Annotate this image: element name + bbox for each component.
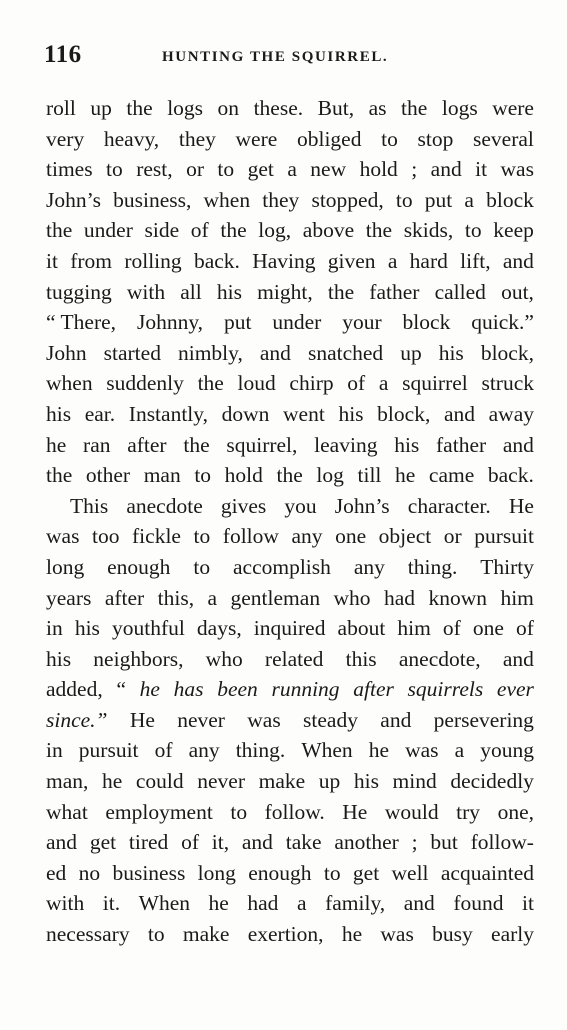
word: side [144, 218, 180, 243]
text-line [46, 705, 534, 736]
word: hold [359, 157, 398, 182]
word: what [46, 799, 88, 824]
word: to [230, 799, 248, 824]
word: a [287, 157, 297, 182]
text-line [46, 521, 534, 552]
word: his [338, 401, 364, 426]
word: ; [411, 157, 418, 182]
word: logs [441, 96, 478, 120]
word: up [400, 340, 422, 365]
word: and [403, 891, 435, 916]
word: snatched [307, 340, 384, 365]
word: the [220, 218, 247, 243]
word: was [380, 922, 414, 947]
word: known [428, 585, 487, 610]
word: struck [481, 371, 534, 396]
word: of [347, 371, 366, 396]
word: related [264, 646, 324, 671]
word: suddenly [106, 371, 184, 396]
text-line [46, 552, 534, 583]
word: follow [222, 524, 279, 549]
page-header [44, 40, 534, 70]
word: they [262, 187, 300, 212]
word: block [486, 187, 534, 212]
word: and [46, 830, 78, 855]
word: up [318, 769, 341, 794]
word: keep [493, 218, 534, 243]
word: with [46, 891, 85, 916]
word: started [103, 340, 161, 365]
word: anecdote, [398, 646, 481, 671]
word: your [342, 310, 382, 335]
word: his [438, 340, 464, 365]
word: to [381, 126, 398, 151]
word: John’s [46, 187, 101, 212]
word: was [46, 524, 80, 549]
word: under [83, 218, 133, 243]
word: to [323, 860, 341, 885]
word: he [102, 769, 123, 794]
word: very [46, 126, 85, 151]
word: it [46, 248, 58, 273]
word: was [500, 157, 534, 182]
word: He [342, 799, 368, 824]
word: block, [480, 340, 534, 365]
word: ran [83, 432, 111, 457]
word: well [391, 860, 429, 885]
word: stopped, [311, 187, 384, 212]
text-line [46, 277, 534, 308]
word: any [188, 738, 220, 763]
word: stop [417, 126, 454, 151]
word: enough [107, 554, 171, 579]
page-number: 116 [44, 41, 82, 68]
word: running [271, 677, 340, 702]
word: ; [411, 830, 418, 855]
word: out, [501, 279, 534, 304]
word: and [259, 340, 291, 365]
text-line [46, 399, 534, 430]
word: and [430, 157, 462, 182]
word: him [397, 616, 431, 641]
word: thing. [235, 738, 286, 763]
word: gentleman [230, 585, 321, 610]
word: object [378, 524, 432, 549]
word: quick.” [471, 310, 534, 335]
word: persevering [433, 707, 534, 732]
word: ever [496, 677, 534, 702]
text-line [46, 307, 534, 338]
word: his [353, 769, 379, 794]
word: he [46, 432, 67, 457]
word: hold [224, 463, 263, 488]
word: acquainted [440, 860, 534, 885]
word: were [492, 96, 534, 120]
word: father [369, 279, 420, 304]
word: gives [220, 493, 267, 518]
word: squirrel [402, 371, 468, 396]
word: in [46, 616, 63, 641]
word: take [285, 830, 322, 855]
word: Instantly, [128, 401, 208, 426]
word: of [442, 616, 461, 641]
word: a [207, 585, 218, 610]
word: the [183, 432, 210, 457]
word: all [180, 279, 202, 304]
word: other [85, 463, 131, 488]
word: down [221, 401, 270, 426]
text-line [46, 674, 534, 705]
word: he [208, 891, 229, 916]
word: it [522, 891, 534, 916]
word: no [78, 860, 101, 885]
word: had [383, 585, 416, 610]
word: the [126, 96, 153, 120]
word: to [217, 157, 235, 182]
word: one, [497, 799, 534, 824]
word: from [70, 248, 113, 273]
word: back. [193, 248, 240, 273]
word: fickle [132, 524, 181, 549]
word: neighbors, [93, 646, 184, 671]
word: you [284, 493, 317, 518]
word: enough [248, 860, 312, 885]
word: of [516, 616, 534, 641]
text-line [46, 368, 534, 399]
word: had [247, 891, 279, 916]
word: and [502, 432, 534, 457]
word: up [90, 96, 112, 120]
word: or [443, 524, 462, 549]
word: follow. [264, 799, 325, 824]
word: this, [157, 585, 195, 610]
word: were [235, 126, 278, 151]
word: on [217, 96, 240, 120]
word: to [147, 922, 165, 947]
word: John’s [334, 493, 390, 518]
word: early [491, 922, 534, 947]
word: leaving [314, 432, 378, 457]
word: him [500, 585, 534, 610]
word: anecdote [126, 493, 203, 518]
word: with [126, 279, 166, 304]
word: to [464, 218, 482, 243]
word: a [454, 738, 465, 763]
word: log [316, 463, 344, 488]
word: tugging [46, 279, 112, 304]
word: days, [196, 616, 242, 641]
word: after [353, 677, 394, 702]
text-line [46, 124, 534, 155]
word: get [352, 860, 380, 885]
word: it, [211, 830, 230, 855]
word: father [436, 432, 487, 457]
word: new [310, 157, 347, 182]
text-line [46, 583, 534, 614]
word: it [475, 157, 488, 182]
word: Having [252, 248, 316, 273]
text-line [46, 797, 534, 828]
text-line [46, 613, 534, 644]
text-line [46, 185, 534, 216]
word: and [502, 248, 534, 273]
word: character. [407, 493, 491, 518]
word: squirrel, [226, 432, 298, 457]
word: put [223, 310, 252, 335]
word: times [46, 157, 93, 182]
text-line [46, 827, 534, 858]
text-line [46, 644, 534, 675]
word: accomplish [232, 554, 331, 579]
word: block, [377, 401, 431, 426]
word: necessary [46, 922, 130, 947]
word: back. [487, 463, 534, 488]
running-head: HUNTING THE SQUIRREL. [162, 49, 389, 65]
word: follow- [470, 830, 534, 855]
word: lift, [460, 248, 491, 273]
word: man [143, 463, 181, 488]
word: one [472, 616, 504, 641]
word: get [89, 830, 117, 855]
word: of [181, 830, 199, 855]
body-text [46, 93, 534, 950]
word: roll [46, 96, 76, 120]
word: He [129, 707, 155, 732]
word: He [508, 493, 534, 518]
word: another [334, 830, 399, 855]
word: heavy, [103, 126, 160, 151]
word: youthful [111, 616, 185, 641]
word: ear. [84, 401, 116, 426]
word: to [194, 463, 212, 488]
word: make [258, 769, 306, 794]
word: or [186, 157, 204, 182]
word: never [197, 769, 246, 794]
word: too [91, 524, 120, 549]
word: make [182, 922, 230, 947]
word: after [104, 585, 145, 610]
word: get [247, 157, 274, 182]
word: the [46, 463, 73, 488]
word: long [46, 554, 85, 579]
word: block [402, 310, 451, 335]
word: never [177, 707, 225, 732]
word: This [70, 493, 109, 518]
word: his [46, 646, 72, 671]
word: try [456, 799, 481, 824]
word: When [138, 891, 190, 916]
word: But, [317, 96, 355, 120]
word: his [216, 279, 242, 304]
word: of [190, 218, 209, 243]
word: When [301, 738, 353, 763]
word: in [46, 738, 63, 763]
text-line [46, 766, 534, 797]
text-line [46, 735, 534, 766]
word: logs [167, 96, 204, 120]
text-line [46, 919, 534, 950]
word: since.” [46, 707, 108, 732]
word: put [424, 187, 453, 212]
word: the [46, 218, 73, 243]
text-line [46, 888, 534, 919]
word: of [154, 738, 173, 763]
word: Johnny, [136, 310, 204, 335]
word: but [430, 830, 458, 855]
word: decidedly [450, 769, 534, 794]
word: chirp [289, 371, 334, 396]
text-line [46, 154, 534, 185]
text-line [46, 430, 534, 461]
word: went [283, 401, 325, 426]
word: been [217, 677, 258, 702]
word: rolling [124, 248, 182, 273]
word: and [502, 646, 534, 671]
text-line [46, 215, 534, 246]
word: log, [258, 218, 292, 243]
word: business, [113, 187, 192, 212]
word: was [247, 707, 281, 732]
word: these. [253, 96, 304, 120]
word: the [327, 279, 355, 304]
word: pursuit [78, 738, 139, 763]
word: came [428, 463, 475, 488]
word: “ There, [46, 310, 117, 335]
word: pursuit [474, 524, 534, 549]
text-line [46, 93, 534, 124]
text-line [46, 858, 534, 889]
word: this [345, 646, 377, 671]
word: business [112, 860, 186, 885]
text-line [46, 338, 534, 369]
word: away [488, 401, 534, 426]
word: any [353, 554, 385, 579]
word: given [327, 248, 376, 273]
word: thing. [407, 554, 458, 579]
word: he [368, 738, 390, 763]
word: under [272, 310, 322, 335]
word: to [193, 554, 211, 579]
word: his [394, 432, 420, 457]
word: rest, [136, 157, 173, 182]
word: skids, [403, 218, 454, 243]
word: Thirty [480, 554, 534, 579]
word: hard [409, 248, 448, 273]
word: has [173, 677, 204, 702]
word: employment [105, 799, 213, 824]
word: a [378, 371, 389, 396]
word: found [453, 891, 504, 916]
word: to [395, 187, 413, 212]
word: would [384, 799, 439, 824]
word: they [178, 126, 216, 151]
word: his [74, 616, 100, 641]
word: after [127, 432, 167, 457]
word: a [296, 891, 307, 916]
word: and [443, 401, 475, 426]
word: added, [46, 677, 103, 702]
word: ed [46, 860, 67, 885]
word: young [480, 738, 534, 763]
word: John [46, 340, 87, 365]
word: was [405, 738, 439, 763]
word: it. [102, 891, 121, 916]
word: called [434, 279, 486, 304]
word: exertion, [247, 922, 324, 947]
word: who [333, 585, 371, 610]
word: he [341, 922, 363, 947]
word: till [357, 463, 382, 488]
text-line [46, 246, 534, 277]
word: tired [128, 830, 169, 855]
word: inquired [253, 616, 326, 641]
word: as [368, 96, 387, 120]
word: above [302, 218, 355, 243]
word: when [46, 371, 93, 396]
word: his [46, 401, 72, 426]
word: he [139, 677, 160, 702]
word: mind [392, 769, 437, 794]
word: and [380, 707, 412, 732]
word: nimbly, [177, 340, 243, 365]
text-line [46, 491, 534, 522]
word: the [197, 371, 224, 396]
word: the [276, 463, 303, 488]
word: any [291, 524, 323, 549]
word: the [365, 218, 393, 243]
word: squirrels [407, 677, 484, 702]
word: and [241, 830, 273, 855]
word: might, [257, 279, 313, 304]
word: “ [116, 677, 126, 702]
word: long [197, 860, 236, 885]
word: a [464, 187, 474, 212]
word: busy [432, 922, 473, 947]
word: when [203, 187, 251, 212]
word: about [337, 616, 386, 641]
word: to [193, 524, 211, 549]
word: he [395, 463, 416, 488]
word: several [473, 126, 534, 151]
word: to [106, 157, 123, 182]
word: steady [303, 707, 358, 732]
word: loud [237, 371, 276, 396]
word: the [401, 96, 428, 120]
word: family, [325, 891, 386, 916]
text-line [46, 460, 534, 491]
word: years [46, 585, 92, 610]
word: obliged [296, 126, 362, 151]
word: who [205, 646, 243, 671]
word: a [387, 248, 398, 273]
word: one [335, 524, 367, 549]
word: man, [46, 769, 89, 794]
word: could [135, 769, 184, 794]
